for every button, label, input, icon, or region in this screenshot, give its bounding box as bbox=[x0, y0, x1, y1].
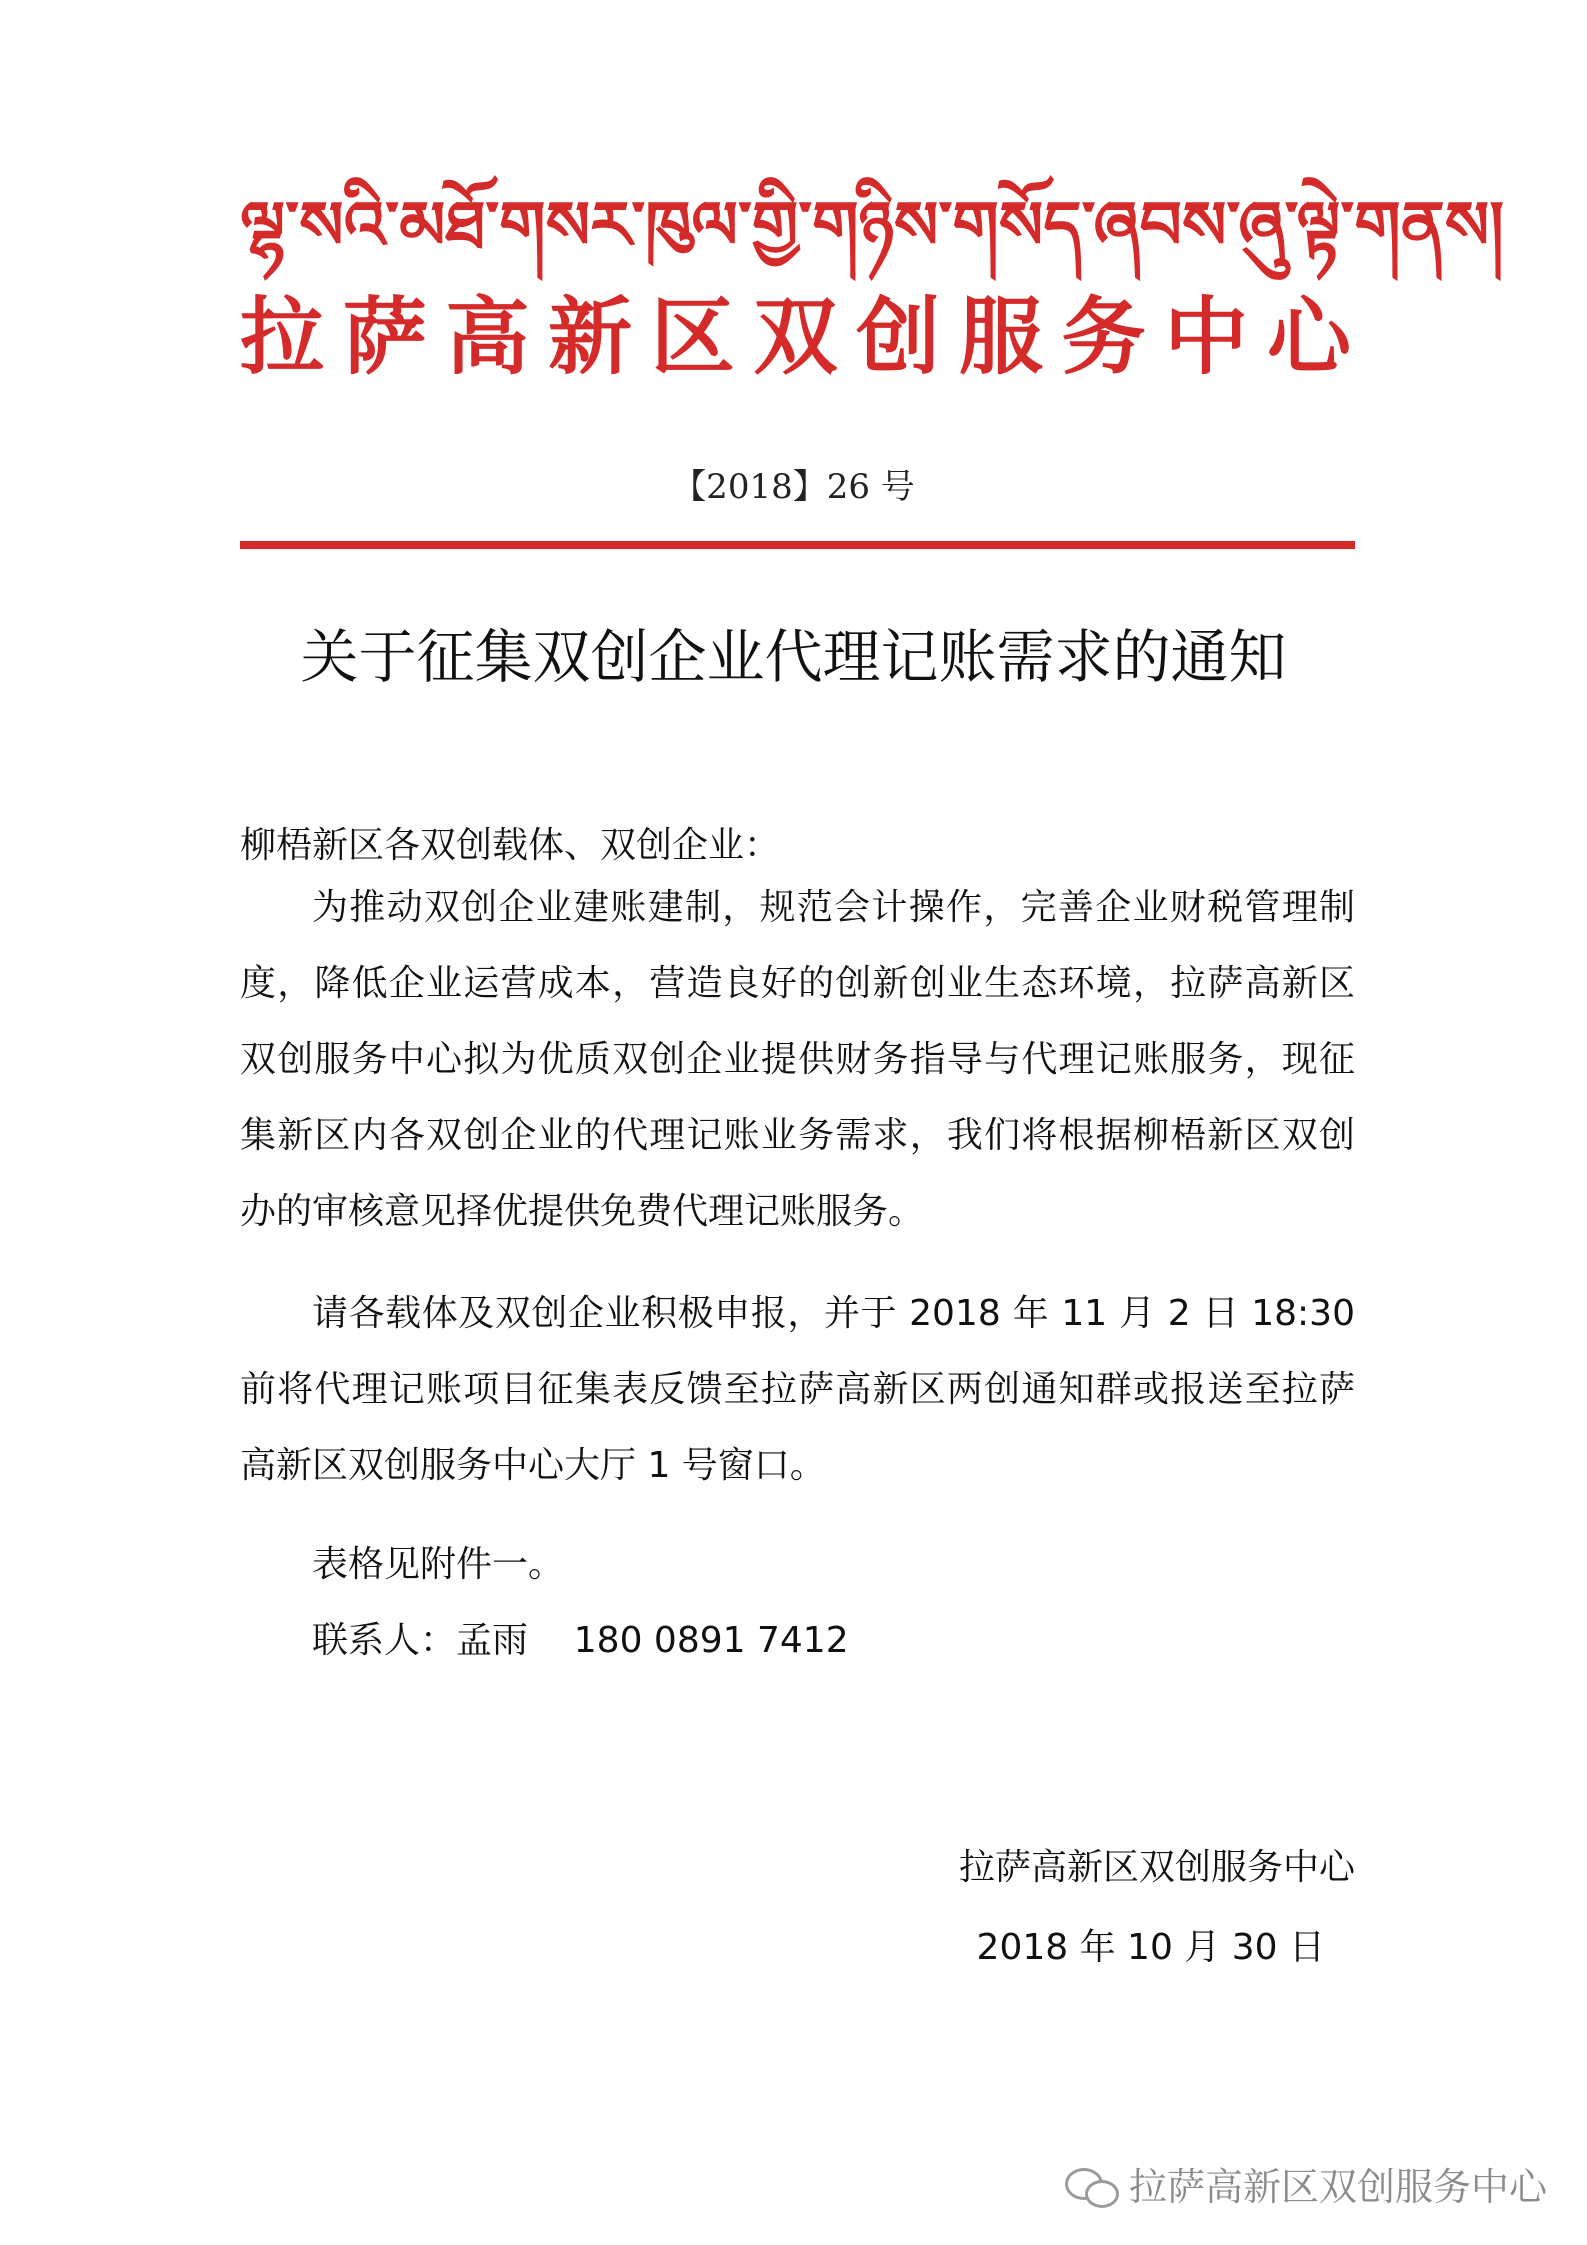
signature-org: 拉萨高新区双创服务中心 bbox=[958, 1847, 1355, 1888]
contact-line: 联系人：孟雨 180 0891 7412 bbox=[312, 1620, 849, 1661]
paragraph-2: 请各载体及双创企业积极申报，并于 2018 年 11 月 2 日 18:30 前将代理记账项目征集表反馈至拉萨高新区两创通知群或报送至拉萨高新区双创服务中心大厅 1 号窗口。 bbox=[240, 1293, 1355, 1486]
page-title: 关于征集双创企业代理记账需求的通知 bbox=[300, 623, 1287, 691]
paragraph-3: 表格见附件一。 bbox=[312, 1544, 565, 1585]
watermark bbox=[1065, 2157, 1547, 2217]
letterhead-chinese: 拉萨高新区双创服务中心 bbox=[240, 287, 1355, 386]
red-divider bbox=[240, 541, 1355, 549]
paragraph-1: 为推动双创企业建账建制，规范会计操作，完善企业财税管理制度，降低企业运营成本，营造良好的创新创业生态环境，拉萨高新区双创服务中心拟为优质双创企业提供财务指导与代理记账服务，现征集新区内各双创企业的代理记账业务需求，我们将根据柳梧新区双创办的审核意见择优提供免费代理记账服务。 bbox=[240, 887, 1355, 1232]
wechat-icon bbox=[1065, 2166, 1119, 2208]
signature-date: 2018 年 10 月 30 日 bbox=[976, 1927, 1325, 1968]
letterhead-tibetan: ལྷ་སའི་མཐོ་གསར་ཁུལ་གྱི་གཉིས་གསོད་ཞབས་ཞུ་ལྟེ་གནས། bbox=[240, 186, 1504, 264]
salutation: 柳梧新区各双创载体、双创企业： bbox=[240, 825, 781, 866]
document-number: 【2018】26 号 bbox=[672, 467, 915, 507]
watermark-text: 拉萨高新区双创服务中心 bbox=[1128, 2165, 1547, 2209]
